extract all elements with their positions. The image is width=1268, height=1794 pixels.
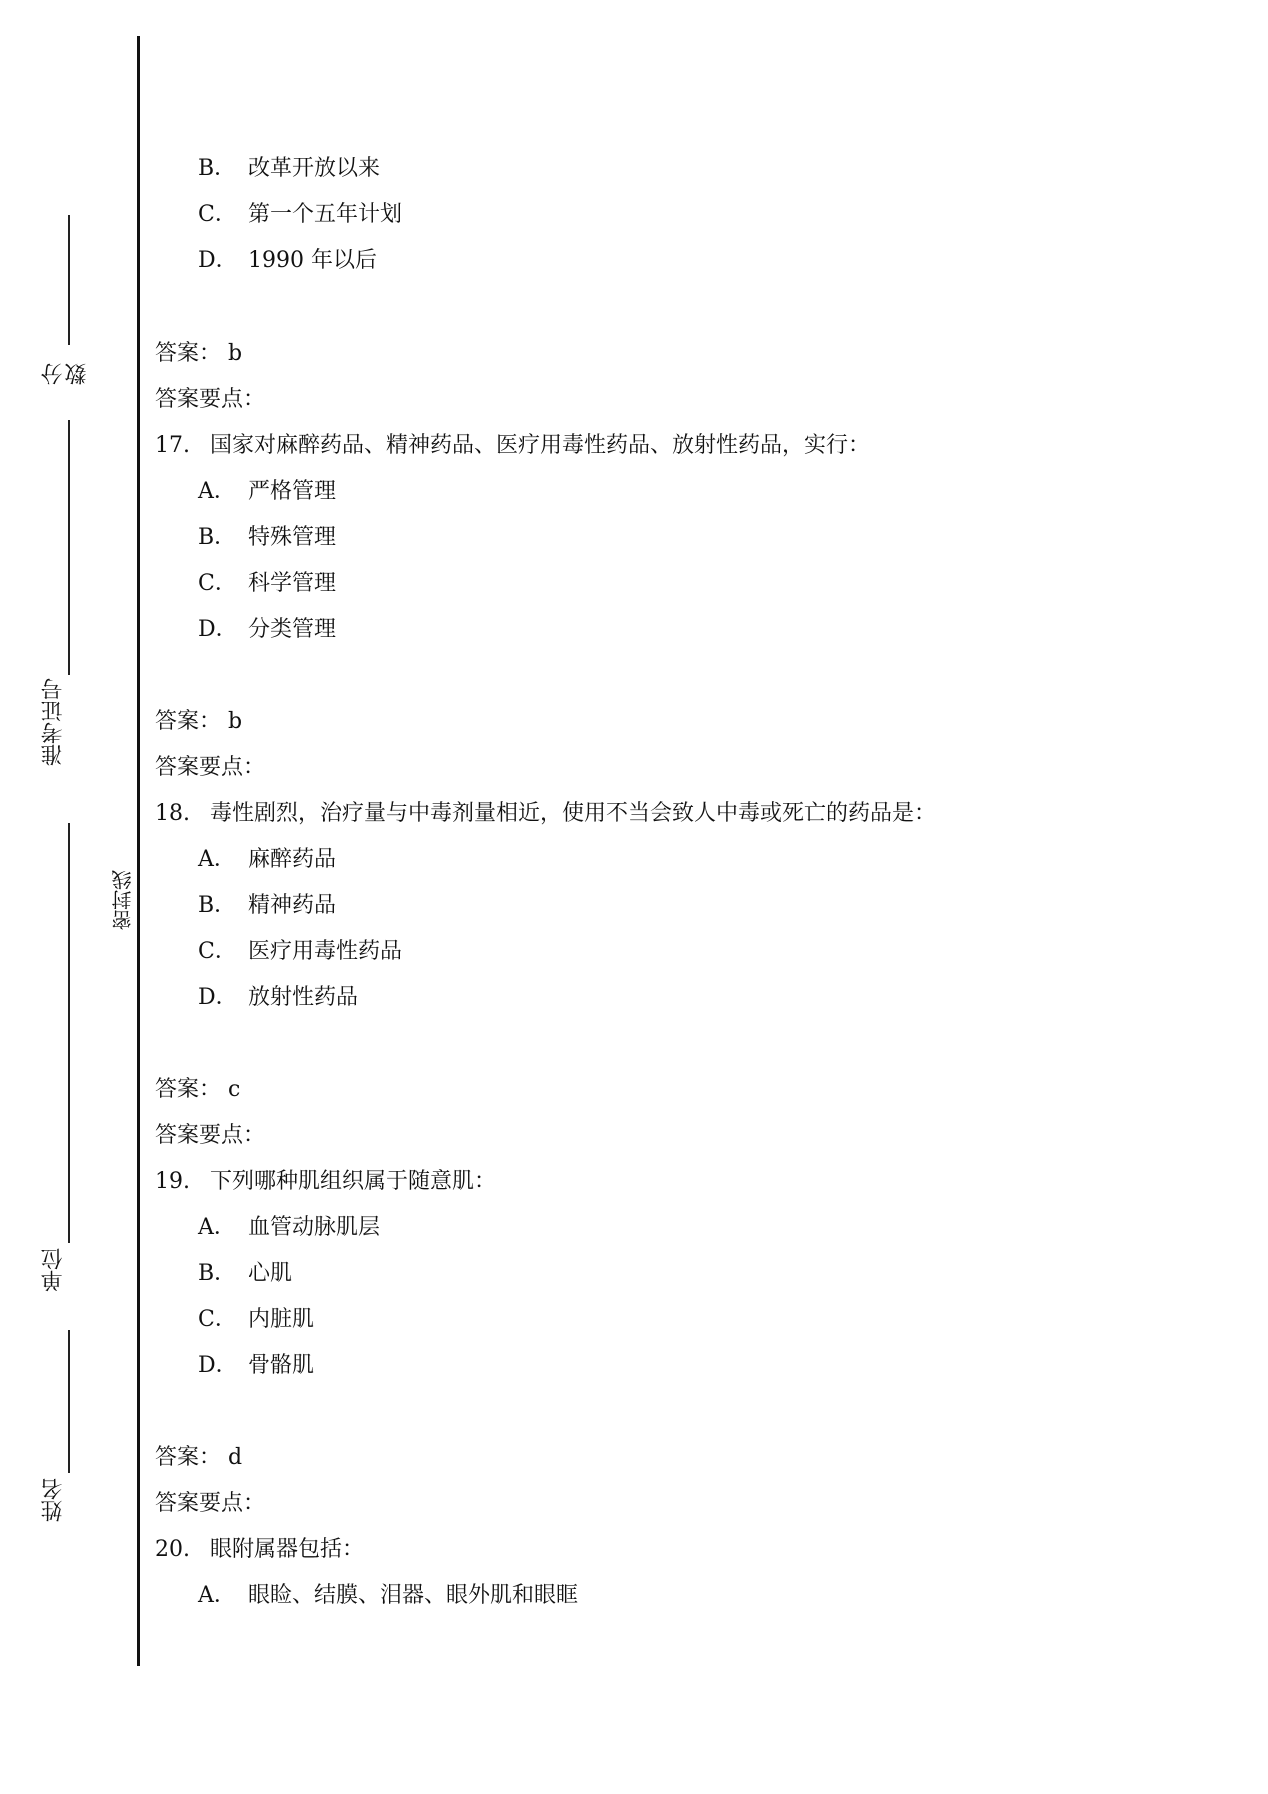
- option-letter: B．: [198, 156, 237, 181]
- question-text: 下列哪种肌组织属于随意肌：: [210, 1169, 497, 1194]
- question-text: 国家对麻醉药品、精神药品、医疗用毒性药品、放射性药品，实行：: [210, 433, 871, 458]
- option-letter: D．: [198, 1353, 238, 1378]
- question-number: 18.: [155, 801, 190, 826]
- question-number: 19.: [155, 1169, 190, 1194]
- option-letter: C．: [198, 202, 237, 227]
- option-letter: A．: [198, 1215, 236, 1240]
- option-letter: C．: [198, 571, 237, 596]
- option-text: 医疗用毒性药品: [248, 939, 403, 964]
- option-letter: B．: [198, 525, 237, 550]
- option-text: 第一个五年计划: [248, 202, 403, 227]
- score-label: 分数: [41, 363, 90, 385]
- option-letter: C．: [198, 1307, 237, 1332]
- option-text: 眼睑、结膜、泪器、眼外肌和眼眶: [248, 1583, 579, 1608]
- option-text: 1990 年以后: [248, 248, 377, 273]
- option-letter: B．: [198, 893, 237, 918]
- exam-content: B． 改革开放以来 C． 第一个五年计划 D． 1990 年以后 答案： b 答案要点： 17. 国家对麻醉药品、精神药品、医疗用毒性药品、放射性药品，实行： A． 严格管理 B． 特殊管理 C． 科学管理 D． 分类管理 答案： b 答案要点： 18. 毒性剧烈，治疗量与中毒剂量相近，使用不当会致人中毒或死亡的药品是： A． 麻醉药品 B． 精神药品 C． 医疗用毒性药品 D． 放射性药品 答案： c 答案要点： 19. 下列哪种肌组织属于随意肌： A． 血管动脉肌层 B． 心肌 C． 内脏肌 D． 骨骼肌 答案： d 答案要点： 20. 眼附属器包括： A． 眼睑、结膜、泪器、眼外肌和眼眶: [155, 156, 937, 1608]
- option-letter: D．: [198, 248, 238, 273]
- option-text: 放射性药品: [248, 985, 359, 1010]
- option-text: 分类管理: [248, 617, 337, 642]
- question-text: 眼附属器包括：: [210, 1537, 365, 1562]
- option-text: 科学管理: [248, 571, 337, 596]
- name-label: 姓名: [41, 1478, 66, 1522]
- option-text: 改革开放以来: [248, 156, 381, 181]
- option-text: 心肌: [248, 1261, 293, 1286]
- option-text: 麻醉药品: [248, 847, 337, 872]
- question-number: 17.: [155, 433, 190, 458]
- question-text: 毒性剧烈，治疗量与中毒剂量相近，使用不当会致人中毒或死亡的药品是：: [210, 801, 937, 826]
- option-letter: A．: [198, 847, 236, 872]
- option-text: 特殊管理: [248, 525, 337, 550]
- seal-line-label: 密封线: [111, 870, 135, 930]
- exam-id-label: 准考证号: [41, 678, 66, 766]
- option-letter: B．: [198, 1261, 237, 1286]
- unit-label: 单位: [41, 1248, 66, 1292]
- option-letter: D．: [198, 985, 238, 1010]
- option-letter: C．: [198, 939, 237, 964]
- option-letter: D．: [198, 617, 238, 642]
- question-number: 20.: [155, 1537, 190, 1562]
- option-text: 严格管理: [248, 479, 337, 504]
- option-text: 血管动脉肌层: [248, 1215, 381, 1240]
- option-text: 内脏肌: [248, 1307, 315, 1332]
- option-letter: A．: [198, 479, 236, 504]
- option-text: 精神药品: [248, 893, 337, 918]
- option-letter: A．: [198, 1583, 236, 1608]
- option-text: 骨骼肌: [248, 1353, 315, 1378]
